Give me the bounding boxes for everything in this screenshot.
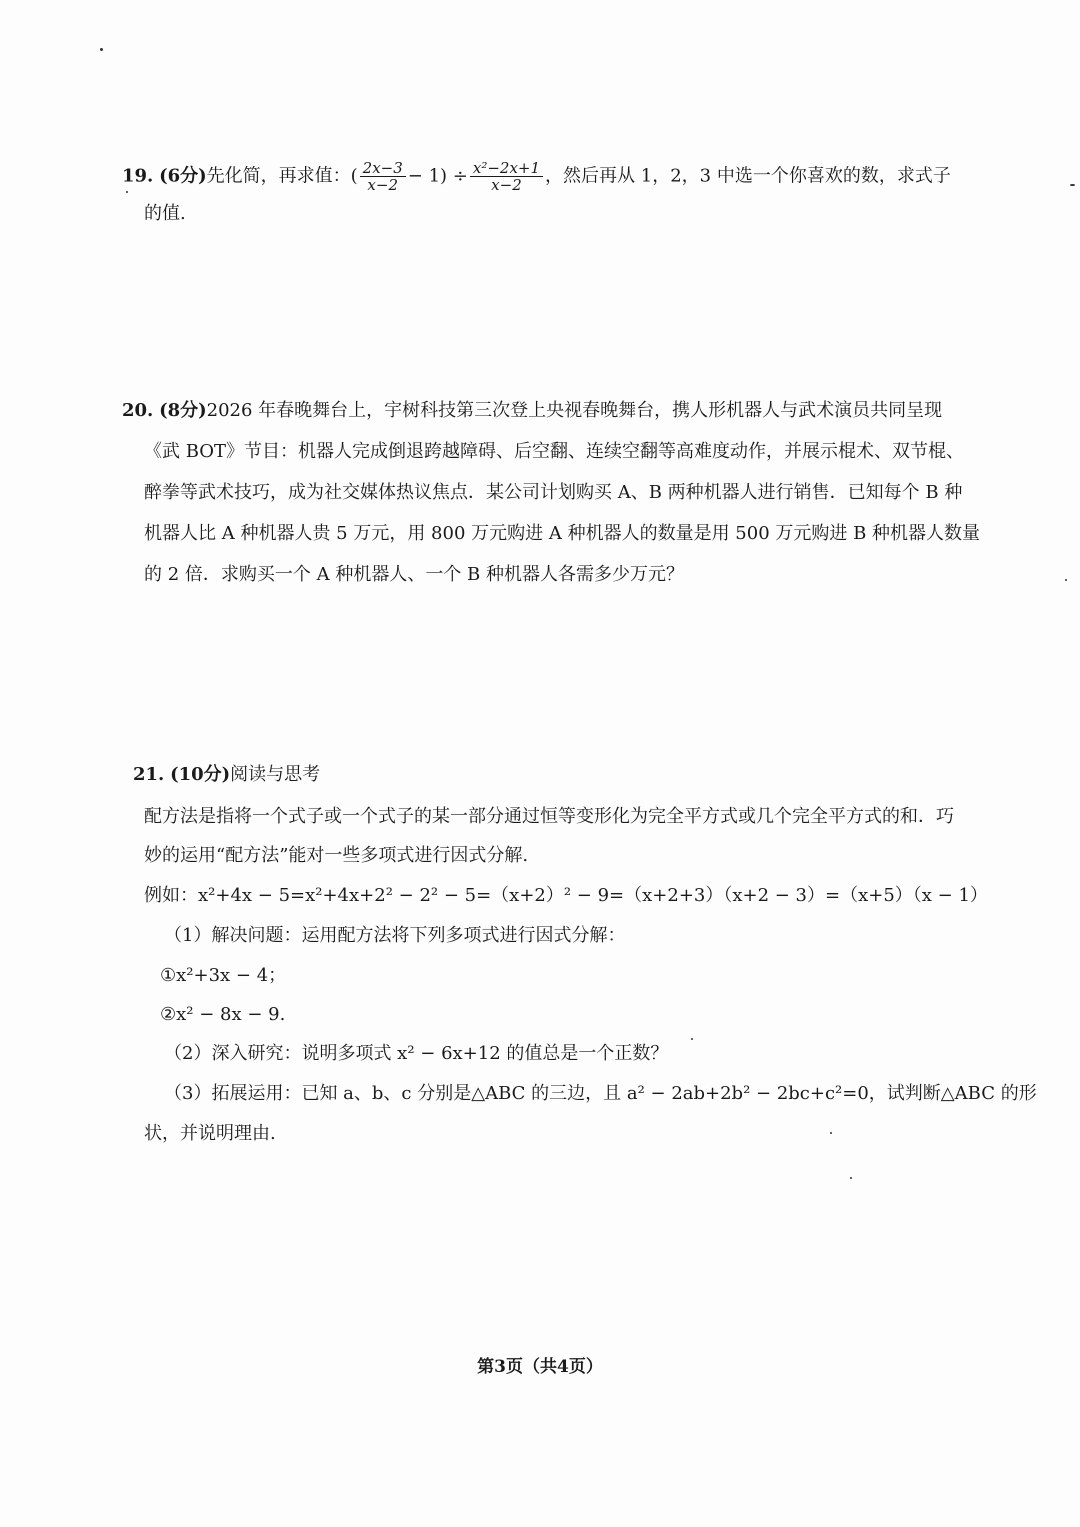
paren: ( <box>350 165 358 187</box>
question-score: (8分) <box>159 400 207 421</box>
question-21-example: 例如：x²+4x − 5=x²+4x+2² − 2² − 5=（x+2）² − 9=（x+2+3）（x+2 − 3）=（x+5）（x − 1） <box>144 885 988 906</box>
question-19 <box>122 160 951 193</box>
question-rest: ，然后再从 1，2，3 中选一个你喜欢的数，求式子 <box>545 165 951 187</box>
question-score: (6分) <box>159 165 207 187</box>
question-21-paragraph-1: 配方法是指将一个式子或一个式子的某一部分通过恒等变形化为完全平方式或几个完全平方式的和．巧 <box>144 806 954 827</box>
question-19-line-2: 的值. <box>144 203 186 224</box>
question-21-sub-2: （2）深入研究：说明多项式 x² − 6x+12 的值总是一个正数？ <box>164 1043 669 1064</box>
question-20-line-5: 的 2 倍．求购买一个 A 种机器人、一个 B 种机器人各需多少万元？ <box>144 564 685 585</box>
scan-speck <box>1070 184 1075 186</box>
fraction-2 <box>470 160 543 193</box>
minus-one: − 1) <box>407 165 448 187</box>
question-prompt: 先化简，再求值： <box>206 165 351 187</box>
question-21-case-1: ①x²+3x − 4； <box>160 965 287 986</box>
scan-speck <box>691 1038 693 1040</box>
question-20-line-3: 醉拳等武术技巧，成为社交媒体热议焦点．某公司计划购买 A、B 两种机器人进行销售．已知每个 B 种 <box>144 482 963 503</box>
question-20-line-2: 《武 BOT》节目：机器人完成倒退跨越障碍、后空翻、连续空翻等高难度动作，并展示棍术、双节棍、 <box>144 441 965 462</box>
fraction-1 <box>360 160 406 193</box>
question-21-paragraph-2: 妙的运用“配方法”能对一些多项式进行因式分解. <box>144 845 529 866</box>
fraction-denominator: x−2 <box>367 176 398 194</box>
question-21-sub-3-continued: 状，并说明理由. <box>144 1123 276 1144</box>
divide-sign: ÷ <box>452 165 468 187</box>
page-footer: 第3页（共4页） <box>477 1357 603 1377</box>
question-number: 21. <box>133 764 165 785</box>
fraction-numerator: x²−2x+1 <box>470 160 543 177</box>
scan-speck <box>850 1177 852 1179</box>
question-number: 19. <box>122 165 154 187</box>
question-21-sub-1: （1）解决问题：运用配方法将下列多项式进行因式分解： <box>164 925 626 946</box>
question-20-line-4: 机器人比 A 种机器人贵 5 万元，用 800 万元购进 A 种机器人的数量是用 500 万元购进 B 种机器人数量 <box>144 523 981 544</box>
question-score: (10分) <box>170 764 231 785</box>
fraction-numerator: 2x−3 <box>360 160 406 177</box>
fraction-denominator: x−2 <box>491 176 522 194</box>
question-21-case-2: ②x² − 8x − 9. <box>160 1004 286 1025</box>
scan-speck <box>1065 579 1067 581</box>
question-20 <box>122 397 942 425</box>
scan-speck <box>100 48 103 51</box>
question-21-sub-3: （3）拓展运用：已知 a、b、c 分别是△ABC 的三边，且 a² − 2ab+2b² − 2bc+c²=0，试判断△ABC 的形 <box>164 1083 1037 1104</box>
question-21 <box>133 761 320 789</box>
scan-speck <box>830 1132 832 1134</box>
question-text: 2026 年春晚舞台上，宇树科技第三次登上央视春晚舞台，携人形机器人与武术演员共同呈现 <box>206 400 943 421</box>
question-number: 20. <box>122 400 154 421</box>
question-title: 阅读与思考 <box>230 764 321 785</box>
